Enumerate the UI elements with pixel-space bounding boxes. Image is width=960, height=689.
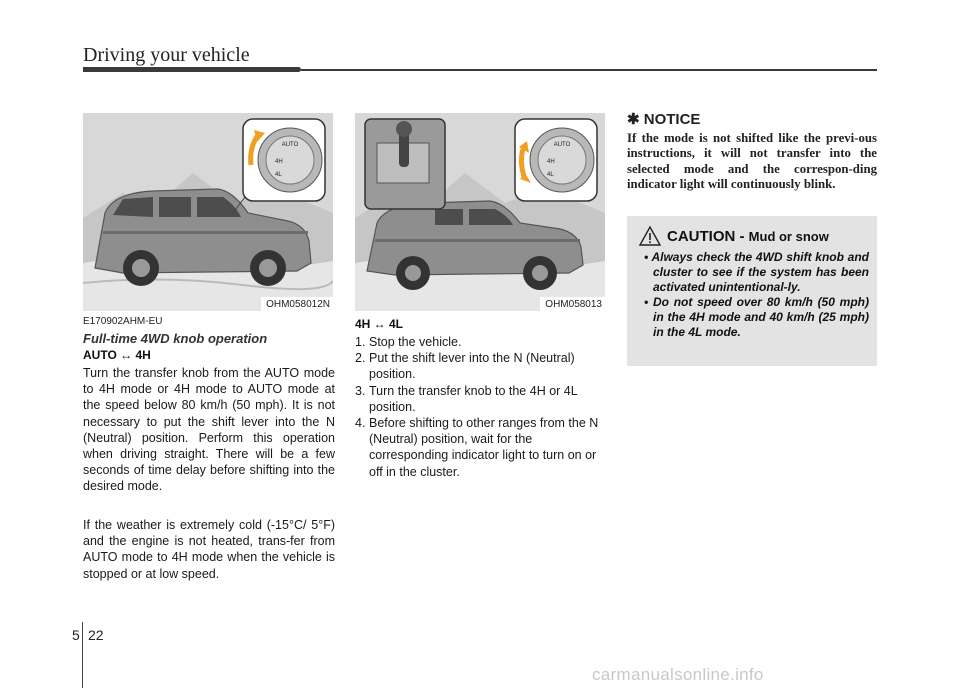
list-item: 4. Before shifting to other ranges from the N (Neutral) position, wait for the corresponding indicator light to turn on or off in the cluster. [355, 416, 599, 479]
figure-4wd-knob [83, 113, 333, 311]
knob-label-auto: AUTO [553, 142, 571, 148]
caution-list [635, 250, 869, 341]
header-rule-line [301, 69, 877, 71]
paragraph-cold-weather: If the weather is extremely cold (-15°C/ 5°F) and the engine is not heated, trans-fer from AUTO mode to 4H mode when the vehicle is stopped or at low speed. [83, 518, 335, 581]
list-item: 3. Turn the transfer knob to the 4H or 4L position. [355, 383, 578, 414]
figure-code: OHM058013 [540, 297, 605, 311]
footer-divider [82, 622, 83, 688]
section-code: E170902AHM-EU [83, 316, 163, 327]
list-item: 2. Put the shift lever into the N (Neutral) position. [355, 351, 575, 382]
list-item: 1. Stop the vehicle. [355, 335, 462, 349]
figure-shift-lever-knob [355, 113, 605, 311]
list-item: • Do not speed over 80 km/h (50 mph) in the 4H mode and 40 km/h (25 mph) in the 4L mode. [644, 295, 869, 339]
knob-label-4h: 4H [547, 159, 555, 165]
watermark: carmanualsonline.info [592, 665, 764, 684]
knob-label-auto: AUTO [281, 142, 299, 148]
caution-title: CAUTION - Mud or snow [667, 228, 829, 245]
chapter-number: 5 [72, 627, 80, 643]
warning-triangle-icon [639, 226, 661, 246]
knob-label-4l: 4L [275, 172, 282, 178]
knob-label-4l: 4L [547, 172, 554, 178]
paragraph-auto-4h: Turn the transfer knob from the AUTO mode to 4H mode or 4H mode to AUTO mode at the speed below 80 km/h (50 mph). It is not necessary to put the shift lever into the N (Neutral) position. Perform this operation when driving straight. There will be a few seconds of time delay before shifting into the desired mode. [83, 366, 335, 494]
subhead-auto-4h: AUTO ↔ 4H [83, 348, 151, 362]
section-title: Full-time 4WD knob operation [83, 331, 268, 346]
header-rule [83, 67, 301, 72]
suv-illustration [83, 113, 333, 311]
notice-body: If the mode is not shifted like the previ-ous instructions, it will not transfer into the selected mode and the correspon-ding indicator light will continuously blink. [627, 131, 877, 192]
steps-list [355, 334, 605, 480]
caution-box [627, 216, 877, 366]
page-number: 22 [88, 627, 104, 643]
list-item: • Always check the 4WD shift knob and cluster to see if the system has been activated unintentional-ly. [644, 250, 869, 294]
subhead-4h-4l: 4H ↔ 4L [355, 317, 404, 331]
suv-lever-illustration [355, 113, 605, 311]
figure-code: OHM058012N [261, 297, 333, 311]
notice-title: ✱ NOTICE [627, 111, 701, 128]
knob-label-4h: 4H [275, 159, 283, 165]
header-title: Driving your vehicle [83, 44, 250, 66]
